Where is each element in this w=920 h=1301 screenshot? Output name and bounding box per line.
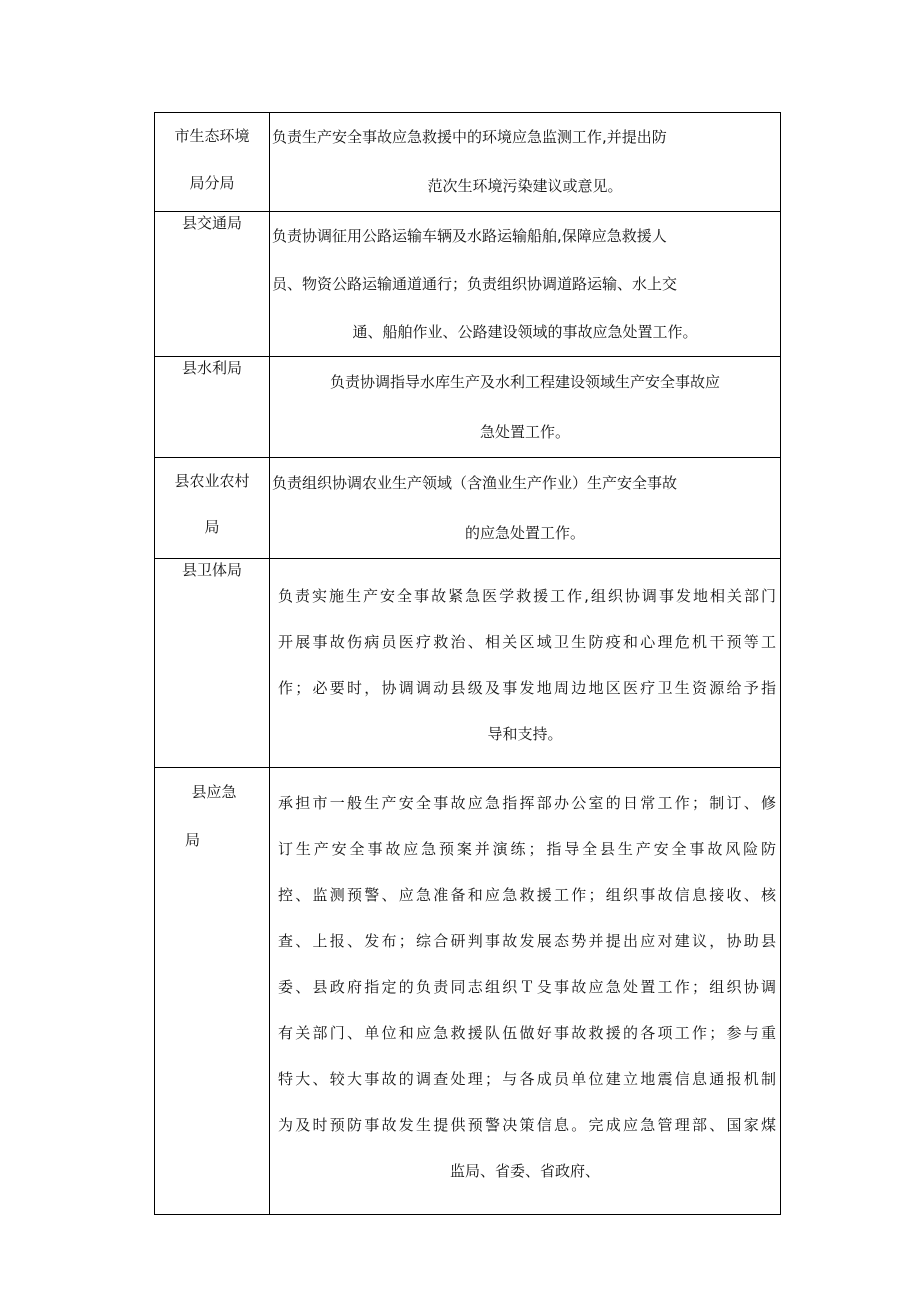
department-cell [155,559,270,768]
department-name: 县交通局 [181,214,242,232]
duty-text: 承担市一般生产安全事故应急指挥部办公室的日常工作；制订、修 [278,794,776,812]
duty-cell [270,458,781,559]
duty-cell [270,113,781,212]
duty-text: 导和支持。 [487,725,563,743]
duty-text: 作；必要时，协调调动县级及事发地周边地区医疗卫生资源给予指 [278,679,776,697]
department-name: 市生态环境 [174,127,250,145]
duty-text: 负责组织协调农业生产领域（含渔业生产作业）生产安全事故 [272,474,678,492]
table-row [155,559,781,768]
table-row [155,212,781,357]
department-cell [155,357,270,458]
duty-text: 开展事故伤病员医疗救治、相关区域卫生防疫和心理危机干预等工 [278,633,776,651]
department-name: 局 [185,831,201,849]
duty-table [154,112,781,1215]
table-row [155,357,781,458]
department-name: 县水利局 [181,359,242,377]
duty-cell [270,357,781,458]
duty-cell [270,212,781,357]
duty-text: 的应急处置工作。 [464,524,585,542]
table-row [155,768,781,1215]
duty-text: 监局、省委、省政府、 [449,1162,600,1180]
department-name: 县卫体局 [181,561,242,579]
duty-text: 特大、较大事故的调查处理；与各成员单位建立地震信息通报机制 [278,1070,776,1088]
table-row [155,113,781,212]
department-cell [155,212,270,357]
duty-text: 通、船舶作业、公路建设领域的事故应急处置工作。 [352,323,698,341]
table-row [155,458,781,559]
department-name: 局分局 [189,174,235,192]
duty-text: 有关部门、单位和应急救援队伍做好事故救援的各项工作；参与重 [278,1024,776,1042]
duty-text: 控、监测预警、应急准备和应急救援工作；组织事故信息接收、核 [278,886,776,904]
department-cell [155,768,270,1215]
duty-cell [270,559,781,768]
department-name: 县农业农村 [174,472,250,490]
duty-text: 为及时预防事故发生提供预警决策信息。完成应急管理部、国家煤 [278,1116,776,1134]
department-cell [155,458,270,559]
duty-text: 委、县政府指定的负责同志组织Ｔ殳事故应急处置工作；组织协调 [278,978,776,996]
duty-text: 负责协调指导水库生产及水利工程建设领域生产安全事故应 [329,373,720,391]
duty-text: 订生产安全事故应急预案并演练；指导全县生产安全事故风险防 [278,840,776,858]
duty-text: 负责协调征用公路运输车辆及水路运输船舶,保障应急救援人 [272,227,667,245]
duty-text: 员、物资公路运输通道通行；负责组织协调道路运输、水上交 [272,275,678,293]
duty-text: 查、上报、发布；综合研判事故发展态势并提出应对建议，协助县 [278,932,776,950]
department-name: 县应急 [191,783,237,801]
duty-text: 急处置工作。 [479,423,570,441]
department-name: 局 [204,518,220,536]
duty-cell [270,768,781,1215]
department-cell [155,113,270,212]
duty-text: 范次生环境污染建议或意见。 [427,177,623,195]
duty-text: 负责生产安全事故应急救援中的环境应急监测工作,并提出防 [272,128,667,146]
duty-text: 负责实施生产安全事故紧急医学救援工作,组织协调事发地相关部门 [278,587,776,605]
